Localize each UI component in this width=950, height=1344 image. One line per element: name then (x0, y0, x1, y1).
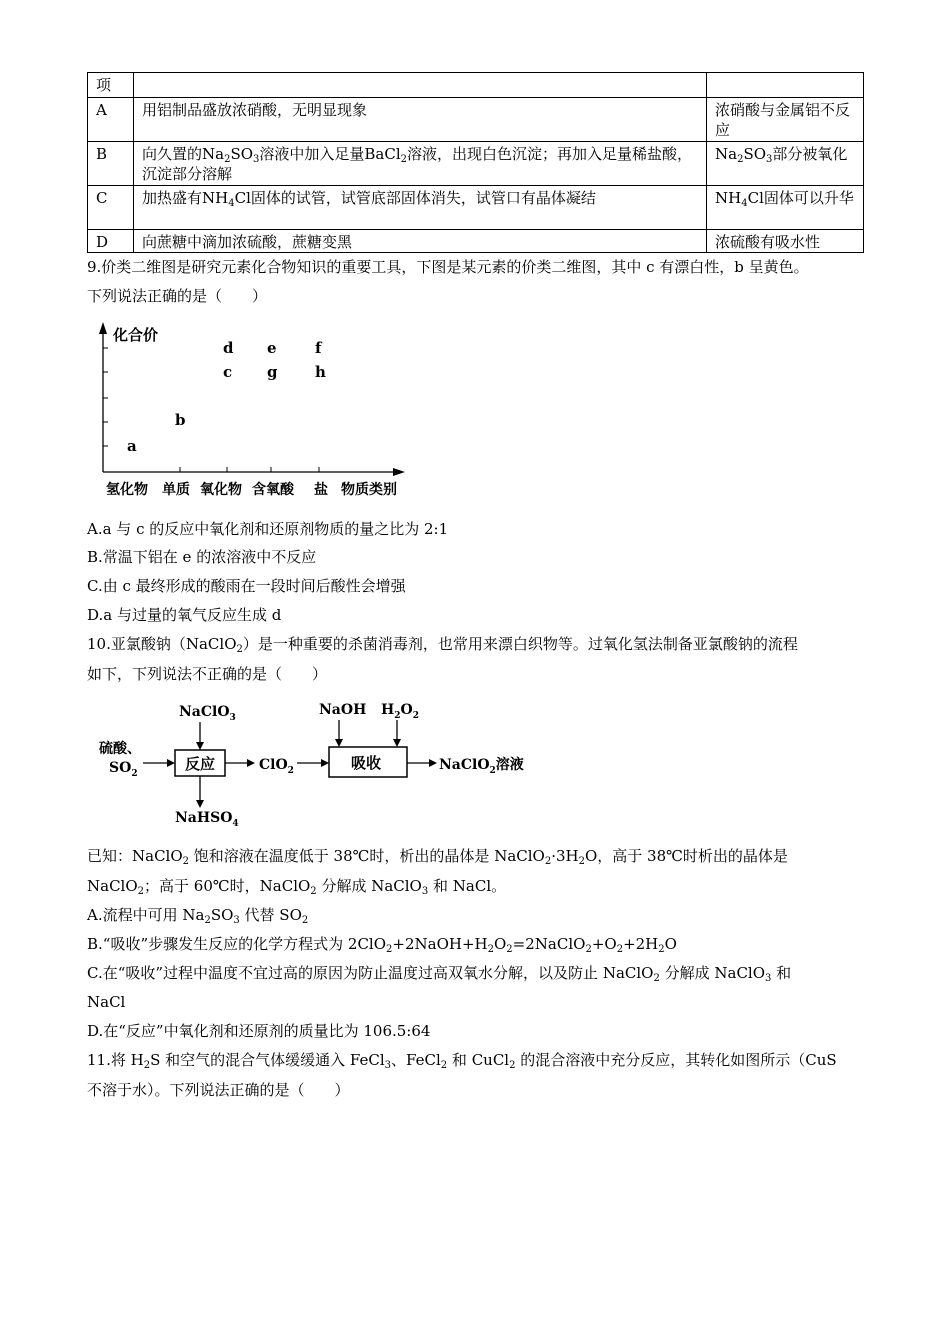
operation-cell: 加热盛有$NH_4Cl$固体的试管，试管底部固体消失，试管口有晶体凝结 (134, 186, 707, 230)
valence-class-chart (87, 310, 427, 502)
category-label: 含氧酸 (252, 482, 294, 498)
operation-cell: 向蔗糖中滴加浓硫酸，蔗糖变黑 (134, 230, 707, 253)
q10-stem-line2: 如下，下列说法不正确的是（ ） (87, 665, 328, 683)
input-naclo3: NaClO$_3$ (179, 704, 236, 723)
q10-known-line1: 已知：NaClO$_2$ 饱和溶液在温度低于 38℃时，析出的晶体是 $NaClO_2\cdot 3H_2O$，高于 38℃时析出的晶体是 (87, 847, 788, 867)
arrow-head (196, 742, 204, 750)
q10-option-c: C.在“吸收”过程中温度不宜过高的原因为防止温度过高双氧水分解，以及防止 NaClO$_2$ 分解成 NaClO$_3$ 和 (87, 964, 792, 984)
q10-option-d: D.在“反应”中氧化剂和还原剂的质量比为 106.5:64 (87, 1022, 431, 1040)
point-d: d (223, 339, 234, 357)
arrow-head (167, 759, 175, 767)
q10-option-c-cont: NaCl (87, 993, 126, 1011)
header-cell-empty (134, 73, 707, 98)
q11-stem-line1: 11.将 $H_2S$ 和空气的混合气体缓缓通入 FeCl$_3$、FeCl$_2$ 和 CuCl$_2$ 的混合溶液中充分反应，其转化如图所示（CuS (87, 1051, 837, 1071)
table-row (88, 142, 864, 186)
table-row (88, 98, 864, 142)
point-f: f (315, 339, 322, 357)
q9-stem-line2: 下列说法正确的是（ ） (87, 287, 268, 305)
arrow-head (335, 739, 343, 747)
option-label: C (88, 186, 134, 230)
y-axis-arrow (99, 322, 107, 334)
input-so2: $SO_2$ (109, 760, 138, 779)
q10-known-line2: NaClO$_2$；高于 60℃时，NaClO$_2$ 分解成 NaClO$_3$ 和 NaCl。 (87, 877, 507, 897)
category-label: 氧化物 (200, 482, 242, 498)
q9-stem-line1: 9.价类二维图是研究元素化合物知识的重要工具，下图是某元素的价类二维图，其中 c 有漂白性，b 呈黄色。 (87, 258, 809, 276)
output-nahso4: NaHSO$_4$ (175, 810, 239, 829)
point-e: e (267, 339, 277, 357)
options-table (87, 72, 864, 253)
conclusion-cell: 浓硝酸与金属铝不反应 (707, 98, 864, 142)
header-cell-empty (707, 73, 864, 98)
table-header-row (88, 73, 864, 98)
point-a: a (127, 437, 137, 455)
arrow-head (321, 759, 329, 767)
intermediate-clo2: ClO$_2$ (259, 757, 294, 776)
point-g: g (267, 363, 278, 381)
q9-option-c: C.由 c 最终形成的酸雨在一段时间后酸性会增强 (87, 577, 406, 595)
conclusion-cell: $NH_4Cl$固体可以升华 (707, 186, 864, 230)
input-sulfuric-acid: 硫酸、 (99, 741, 141, 757)
flow-diagram (87, 690, 537, 830)
point-b: b (175, 411, 186, 429)
operation-cell: 向久置的$Na_2SO_3$溶液中加入足量BaCl$_2$溶液，出现白色沉淀；再加入足量稀盐酸，沉淀部分溶解 (134, 142, 707, 186)
y-axis-label: 化合价 (113, 326, 159, 344)
point-h: h (315, 363, 326, 381)
absorption-box-label: 吸收 (351, 754, 382, 772)
conclusion-cell: 浓硫酸有吸水性 (707, 230, 864, 253)
option-label: D (88, 230, 134, 253)
q11-stem-line2: 不溶于水）。下列说法正确的是（ ） (87, 1081, 350, 1099)
reaction-box-label: 反应 (185, 755, 216, 773)
header-cell: 项 (88, 73, 134, 98)
q9-option-d: D.a 与过量的氧气反应生成 d (87, 606, 282, 624)
input-h2o2: $H_2O_2$ (381, 702, 419, 721)
q10-stem-line1: 10.亚氯酸钠（NaClO$_2$）是一种重要的杀菌消毒剂，也常用来漂白织物等。过氧化氢法制备亚氯酸钠的流程 (87, 635, 798, 655)
q9-option-b: B.常温下铝在 e 的浓溶液中不反应 (87, 548, 317, 566)
point-c: c (223, 363, 233, 381)
category-label: 盐 (314, 482, 328, 498)
q10-option-a: A.流程中可用 $Na_2SO_3$ 代替 $SO_2$ (87, 906, 309, 926)
product-naclo2-solution: NaClO$_2$溶液 (439, 757, 524, 776)
option-label: B (88, 142, 134, 186)
q9-option-a: A.a 与 c 的反应中氧化剂和还原剂物质的量之比为 2:1 (87, 520, 449, 538)
input-naoh: NaOH (319, 702, 367, 718)
table-row (88, 230, 864, 253)
x-axis-label: 物质类别 (341, 482, 397, 498)
table-row (88, 186, 864, 230)
q10-option-b: B.“吸收”步骤发生反应的化学方程式为 $2ClO_2+2NaOH+H_2O_2=2NaClO_2+O_2+2H_2O$ (87, 935, 677, 955)
x-axis-arrow (393, 468, 405, 476)
option-label: A (88, 98, 134, 142)
arrow-head (393, 739, 401, 747)
category-label: 单质 (162, 482, 190, 498)
arrow-head (247, 759, 255, 767)
category-label: 氢化物 (106, 482, 148, 498)
conclusion-cell: $Na_2SO_3$部分被氧化 (707, 142, 864, 186)
arrow-head (196, 800, 204, 808)
arrow-head (429, 759, 437, 767)
operation-cell: 用铝制品盛放浓硝酸，无明显现象 (134, 98, 707, 142)
